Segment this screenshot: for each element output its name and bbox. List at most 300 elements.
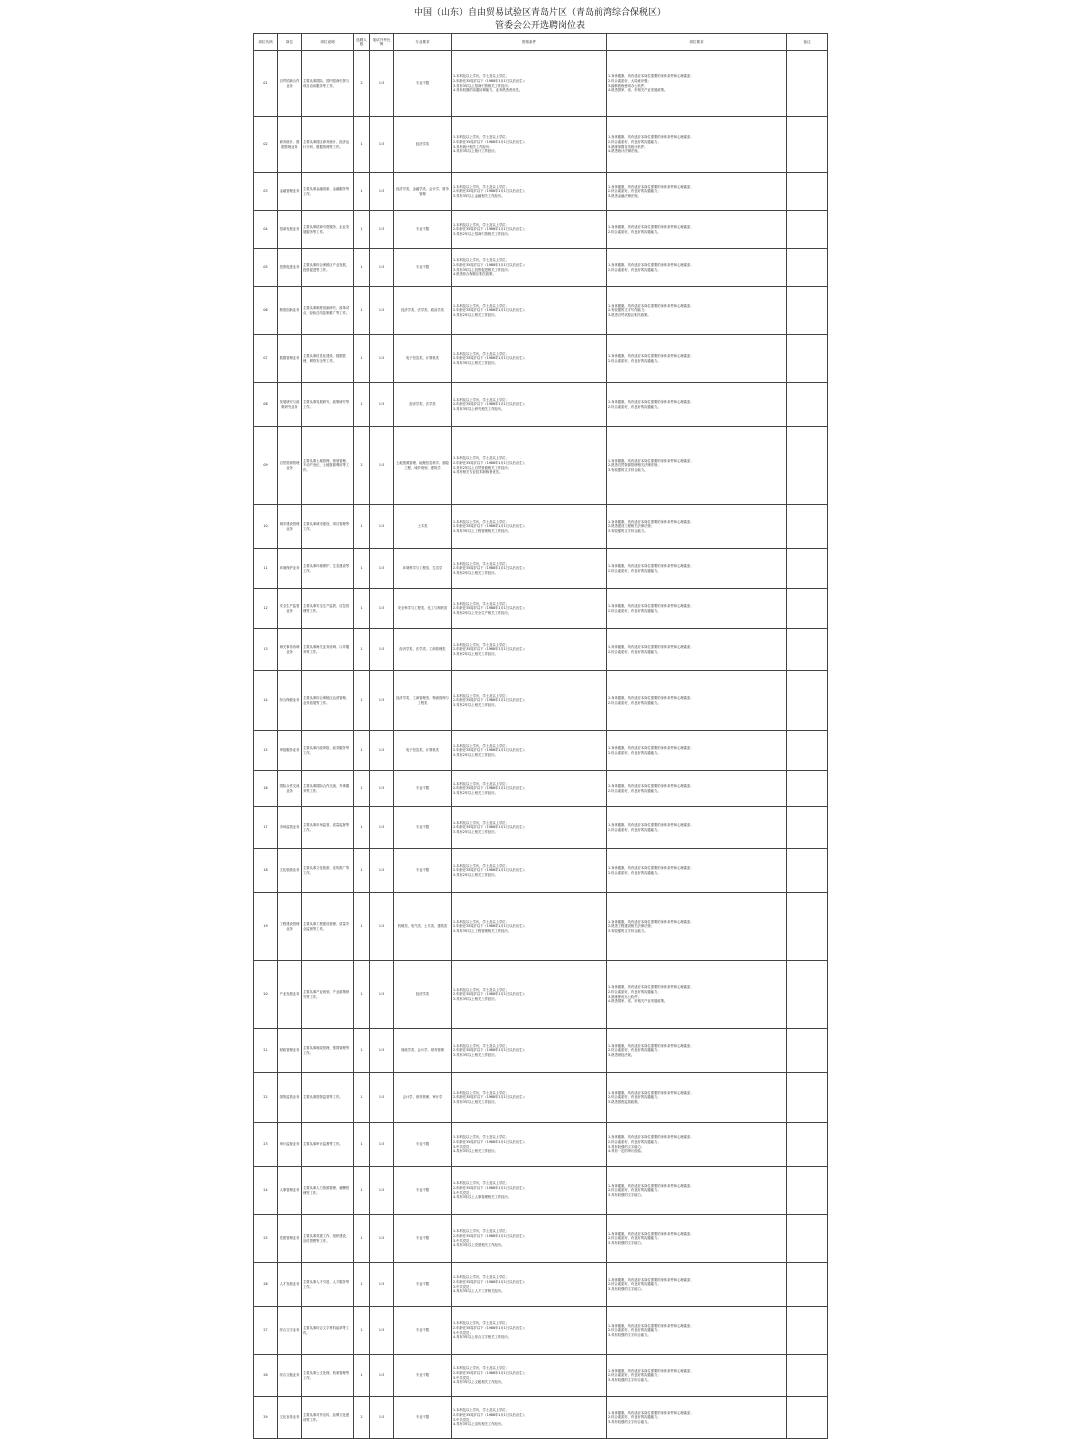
title-line-2: 管委会公开选聘岗位表 [494, 21, 585, 31]
cell-remark [787, 1397, 828, 1439]
cell-ratio: 1:3 [370, 335, 394, 383]
cell-code: 20 [254, 961, 278, 1029]
cell-name: 人才发展业务 [278, 1263, 302, 1307]
cell-remark [787, 1307, 828, 1355]
cell-name: 文化旅游业务 [278, 849, 302, 893]
cell-code: 22 [254, 1073, 278, 1123]
cell-description: 主要从事工程建设管理、质量安全监督等工作。 [302, 893, 354, 961]
cell-code: 19 [254, 893, 278, 961]
cell-code: 02 [254, 117, 278, 173]
cell-qualification: 1.本科及以上学历，学士及以上学位； 2.年龄在35周岁以下（1988年1月1日以后出生）； 3.中共党员； 4.具有3年以上人事管理相关工作经历。 [452, 1167, 607, 1215]
cell-count: 1 [354, 671, 370, 731]
cell-count: 1 [354, 287, 370, 335]
cell-major: 土地资源管理、地理信息科学、测绘工程、城乡规划、建筑学 [394, 427, 452, 505]
cell-code: 10 [254, 505, 278, 549]
cell-qualification: 1.本科及以上学历，学士及以上学位； 2.年龄在35周岁以下（1988年1月1日以后出生）； 3.中共党员； 4.具有3年以上宣传相关工作经历。 [452, 1397, 607, 1439]
cell-count: 1 [354, 629, 370, 671]
table-row [254, 731, 828, 771]
table-row [254, 427, 828, 505]
cell-requirements: 1.身体健康，具有适应本岗位需要的身体条件和心理素质； 2.熟悉建设工程相关法律法规； 3.有较强的文字综合能力。 [607, 505, 787, 549]
cell-name: 自然资源管理业务 [278, 427, 302, 505]
cell-name: 国际合作交流业务 [278, 771, 302, 807]
header-remark: 备注 [787, 34, 828, 51]
cell-requirements: 1.身体健康，具有适应本岗位需要的身体条件和心理素质； 2.综合素质好，有良好的沟通能力； 3.熟练掌握各类统计软件； 4.熟悉统计法律法规。 [607, 117, 787, 173]
cell-count: 2 [354, 1397, 370, 1439]
cell-major: 专业不限 [394, 249, 452, 287]
table-row [254, 629, 828, 671]
cell-major: 环境科学与工程类、生态学 [394, 549, 452, 589]
cell-qualification: 1.本科及以上学历，学士及以上学位； 2.年龄在35周岁以下（1988年1月1日以后出生）； 3.中共党员； 4.具有3年以上综合文字相关工作经历。 [452, 1307, 607, 1355]
cell-qualification: 1.本科及以上学历，学士及以上学位； 2.年龄在35周岁以下（1988年1月1日以后出生）； 3.具有2年以上相关工作经历。 [452, 671, 607, 731]
cell-count: 1 [354, 849, 370, 893]
cell-qualification: 1.本科及以上学历，学士及以上学位； 2.年龄在35周岁以下（1988年1月1日以后出生）； 3.具有3年以上相关工作经历。 [452, 1029, 607, 1073]
cell-remark [787, 427, 828, 505]
cell-qualification: 1.本科及以上学历，学士及以上学位； 2.年龄在35周岁以下（1988年1月1日以后出生）； 3.具有2年以上相关工作经历。 [452, 849, 607, 893]
table-row [254, 383, 828, 427]
cell-qualification: 1.本科及以上学历，学士及以上学位； 2.年龄在35周岁以下（1988年1月1日以后出生）； 3.具有2年以上相关工作经历。 [452, 287, 607, 335]
cell-count: 1 [354, 173, 370, 211]
cell-qualification: 1.本科及以上学历，学士及以上学位； 2.年龄在35周岁以下（1988年1月1日以后出生）； 3.具有2年以上相关工作经历。 [452, 807, 607, 849]
cell-remark [787, 893, 828, 961]
header-major: 专业要求 [394, 34, 452, 51]
cell-description: 主要从事发展研究、政策研究等工作。 [302, 383, 354, 427]
cell-remark [787, 629, 828, 671]
cell-ratio: 1:3 [370, 849, 394, 893]
cell-description: 主要从事行政审批、政务服务等工作。 [302, 731, 354, 771]
header-position: 岗位 [278, 34, 302, 51]
cell-count: 1 [354, 961, 370, 1029]
cell-requirements: 1.身体健康，具有适应本岗位需要的身体条件和心理素质； 2.综合素质好，有良好的沟通能力。 [607, 671, 787, 731]
cell-qualification: 1.本科及以上学历，学士及以上学位； 2.年龄在35周岁以下（1988年1月1日以后出生）； 3.具有3年以上工程管理相关工作经历。 [452, 505, 607, 549]
cell-qualification: 1.本科及以上学历，学士及以上学位； 2.年龄在35周岁以下（1988年1月1日以后出生）； 3.具有3年以上相关工作经历。 [452, 961, 607, 1029]
cell-count: 1 [354, 1215, 370, 1263]
cell-ratio: 1:3 [370, 549, 394, 589]
cell-description: 主要从事产业规划、产业政策研究等工作。 [302, 961, 354, 1029]
cell-requirements: 1.身体健康，具有适应本岗位需要的身体条件和心理素质； 2.综合素质好，有良好的沟通能力； 3.具有较强的文字能力； 4.具有一定的审计经验。 [607, 1123, 787, 1167]
header-ratio: 笔试开考比例 [370, 34, 394, 51]
cell-name: 审计监督业务 [278, 1123, 302, 1167]
positions-table [253, 33, 828, 1439]
cell-major: 专业不限 [394, 771, 452, 807]
cell-major: 专业不限 [394, 1123, 452, 1167]
cell-qualification: 1.本科及以上学历，学士及以上学位； 2.年龄在35周岁以下（1988年1月1日以后出生）； 3.具有2年以上相关工作经历。 [452, 731, 607, 771]
table-row [254, 1397, 828, 1439]
cell-requirements: 1.身体健康，具有适应本岗位需要的身体条件和心理素质； 2.综合素质好，有良好的沟通能力； 3.熟悉财经法规。 [607, 1029, 787, 1073]
cell-ratio: 1:3 [370, 1073, 394, 1123]
cell-code: 09 [254, 427, 278, 505]
cell-count: 1 [354, 211, 370, 249]
cell-requirements: 1.身体健康，具有适应本岗位需要的身体条件和心理素质； 2.综合素质好，有良好的沟通能力。 [607, 589, 787, 629]
cell-major: 经济学类 [394, 961, 452, 1029]
cell-description: 主要从事城市建设、项目管理等工作。 [302, 505, 354, 549]
title-line-1: 中国（山东）自由贸易试验区青岛片区（青岛前湾综合保税区） [413, 8, 666, 18]
table-row [254, 1073, 828, 1123]
table-row [254, 1167, 828, 1215]
cell-description: 主要从事审计监督等工作。 [302, 1123, 354, 1167]
cell-code: 07 [254, 335, 278, 383]
table-row [254, 51, 828, 117]
cell-name: 金融管理业务 [278, 173, 302, 211]
header-description: 岗位说明 [302, 34, 354, 51]
cell-code: 01 [254, 51, 278, 117]
table-row [254, 807, 828, 849]
cell-major: 经济学类、法学类、政治学类 [394, 287, 452, 335]
cell-ratio: 1:3 [370, 427, 394, 505]
cell-code: 14 [254, 671, 278, 731]
cell-count: 1 [354, 1355, 370, 1397]
cell-requirements: 1.身体健康，具有适应本岗位需要的身体条件和心理素质； 2.综合素质好，有良好的沟通能力； 3.具有较强的文字综合能力。 [607, 1355, 787, 1397]
cell-qualification: 1.本科及以上学历，学士及以上学位； 2.年龄在35周岁以下（1988年1月1日以后出生）； 3.具有3年以上相关工作经历。 [452, 335, 607, 383]
cell-name: 商务统计、数据管理业务 [278, 117, 302, 173]
cell-name: 产业发展业务 [278, 961, 302, 1029]
cell-major: 经济学类、法学类、工商管理类 [394, 629, 452, 671]
cell-description: 主要从事对外宣传、品牌文化建设等工作。 [302, 1397, 354, 1439]
cell-code: 29 [254, 1397, 278, 1439]
cell-description: 主要从事安全生产监管、应急管理等工作。 [302, 589, 354, 629]
table-row [254, 335, 828, 383]
cell-count: 1 [354, 1263, 370, 1307]
cell-count: 1 [354, 1029, 370, 1073]
cell-count: 1 [354, 1167, 370, 1215]
cell-code: 04 [254, 211, 278, 249]
cell-code: 21 [254, 1029, 278, 1073]
cell-requirements: 1.身体健康，具有适应本岗位需要的身体条件和心理素质； 2.综合素质好，有良好的沟通能力； 3.具有较强的文字能力。 [607, 1215, 787, 1263]
cell-code: 25 [254, 1215, 278, 1263]
cell-code: 16 [254, 771, 278, 807]
cell-requirements: 1.身体健康，具有适应本岗位需要的身体条件和心理素质； 2.熟悉自然资源管理相关法律法规； 3.有较强的文字综合能力。 [607, 427, 787, 505]
cell-ratio: 1:3 [370, 1123, 394, 1167]
cell-count: 1 [354, 383, 370, 427]
cell-qualification: 1.本科及以上学历，学士及以上学位； 2.年龄在35周岁以下（1988年1月1日以后出生）； 3.具有3年以上相关工作经历。 [452, 1073, 607, 1123]
cell-ratio: 1:3 [370, 771, 394, 807]
cell-requirements: 1.身体健康，具有适应本岗位需要的身体条件和心理素质； 2.综合素质好，有良好的沟通能力； 3.熟悉金融法律法规。 [607, 173, 787, 211]
cell-count: 2 [354, 51, 370, 117]
header-code: 岗位代码 [254, 34, 278, 51]
cell-major: 专业不限 [394, 807, 452, 849]
cell-remark [787, 589, 828, 629]
cell-count: 1 [354, 1123, 370, 1167]
cell-description: 主要从事国资监管等工作。 [302, 1073, 354, 1123]
cell-ratio: 1:3 [370, 287, 394, 335]
cell-major: 专业不限 [394, 1263, 452, 1307]
cell-remark [787, 771, 828, 807]
cell-ratio: 1:3 [370, 807, 394, 849]
cell-requirements: 1.身体健康，具有适应本岗位需要的身体条件和心理素质； 2.综合素质好，有良好的沟通能力。 [607, 549, 787, 589]
cell-code: 17 [254, 807, 278, 849]
cell-major: 专业不限 [394, 211, 452, 249]
cell-ratio: 1:3 [370, 1215, 394, 1263]
cell-description: 主要从事金融创新、金融服务等工作。 [302, 173, 354, 211]
cell-remark [787, 51, 828, 117]
cell-description: 主要从事市场监管、质量监督等工作。 [302, 807, 354, 849]
cell-description: 主要从事综合保税区运营管理、业务拓展等工作。 [302, 671, 354, 731]
cell-remark [787, 211, 828, 249]
cell-qualification: 1.本科及以上学历，学士及以上学位； 2.年龄在35周岁以下（1988年1月1日以后出生）； 3.具有2年以上自然资源相关工作经历； 4.具有相关专业技术职称者优先。 [452, 427, 607, 505]
cell-qualification: 1.本科及以上学历，学士及以上学位； 2.年龄在35周岁以下（1988年1月1日以后出生）； 3.具有2年以上招商引资相关工作经历。 [452, 211, 607, 249]
cell-code: 18 [254, 849, 278, 893]
cell-qualification: 1.本科及以上学历，学士及以上学位； 2.年龄在35周岁以下（1988年1月1日以后出生）； 3.中共党员； 4.具有3年以上人才工作相关经历。 [452, 1263, 607, 1307]
cell-remark [787, 287, 828, 335]
cell-ratio: 1:3 [370, 589, 394, 629]
cell-remark [787, 549, 828, 589]
cell-remark [787, 1123, 828, 1167]
cell-requirements: 1.身体健康，具有适应本岗位需要的身体条件和心理素质； 2.综合素质好，大局意识强； 3.能够熟练使用办公软件； 4.熟悉国家、省、市相关产业发展政策。 [607, 51, 787, 117]
cell-ratio: 1:3 [370, 893, 394, 961]
cell-remark [787, 1215, 828, 1263]
cell-qualification: 1.本科及以上学历，学士及以上学位； 2.年龄在35周岁以下（1988年1月1日以后出生）； 3.具有统计相关工作经历； 4.具有3年以上统计工作经历。 [452, 117, 607, 173]
cell-name: 综合保税业务 [278, 671, 302, 731]
cell-requirements: 1.身体健康，具有适应本岗位需要的身体条件和心理素质； 2.综合素质好，有良好的沟通能力。 [607, 771, 787, 807]
cell-requirements: 1.身体健康，具有适应本岗位需要的身体条件和心理素质； 2.有较强的文字写作能力； 3.熟悉自贸试验区相关政策。 [607, 287, 787, 335]
cell-remark [787, 671, 828, 731]
cell-name: 制度创新业务 [278, 287, 302, 335]
cell-code: 23 [254, 1123, 278, 1167]
header-count: 选聘人数 [354, 34, 370, 51]
cell-description: 主要从事国际、国内招商引资与项目洽谈服务等工作。 [302, 51, 354, 117]
cell-ratio: 1:3 [370, 173, 394, 211]
cell-ratio: 1:3 [370, 1397, 394, 1439]
cell-major: 财政学类、会计学、财务管理 [394, 1029, 452, 1073]
cell-major: 经济学类、金融学类、会计学、财务管理 [394, 173, 452, 211]
cell-ratio: 1:3 [370, 249, 394, 287]
cell-major: 专业不限 [394, 849, 452, 893]
cell-description: 主要从事环境保护、生态建设等工作。 [302, 549, 354, 589]
cell-name: 数据管理业务 [278, 335, 302, 383]
cell-requirements: 1.身体健康，具有适应本岗位需要的身体条件和心理素质； 2.综合素质好，有良好的沟通能力； 3.具有较强的文字能力。 [607, 1263, 787, 1307]
cell-requirements: 1.身体健康，具有适应本岗位需要的身体条件和心理素质； 2.综合素质好，有良好的沟通能力。 [607, 335, 787, 383]
header-requirements: 岗位要求 [607, 34, 787, 51]
cell-code: 12 [254, 589, 278, 629]
table-row [254, 589, 828, 629]
cell-remark [787, 383, 828, 427]
cell-name: 自贸招商合作业务 [278, 51, 302, 117]
cell-requirements: 1.身体健康，具有适应本岗位需要的身体条件和心理素质； 2.综合素质好，有良好的沟通能力。 [607, 249, 787, 287]
table-row [254, 211, 828, 249]
cell-description: 主要从事国际合作交流、外事服务等工作。 [302, 771, 354, 807]
cell-count: 1 [354, 335, 370, 383]
cell-requirements: 1.身体健康，具有适应本岗位需要的身体条件和心理素质； 2.综合素质好，有良好的沟通能力。 [607, 731, 787, 771]
table-row [254, 1307, 828, 1355]
cell-remark [787, 1073, 828, 1123]
cell-qualification: 1.本科及以上学历，学士及以上学位； 2.年龄在35周岁以下（1988年1月1日以后出生）； 3.具有3年以上金融相关工作经历。 [452, 173, 607, 211]
cell-name: 投资促进业务 [278, 249, 302, 287]
cell-code: 28 [254, 1355, 278, 1397]
cell-name: 文化宣传业务 [278, 1397, 302, 1439]
cell-requirements: 1.身体健康，具有适应本岗位需要的身体条件和心理素质； 2.综合素质好，有良好的沟通能力。 [607, 383, 787, 427]
cell-major: 电子信息类、计算机类 [394, 335, 452, 383]
cell-code: 13 [254, 629, 278, 671]
document-sheet [253, 0, 827, 1439]
cell-remark [787, 173, 828, 211]
cell-name: 综合文秘业务 [278, 1355, 302, 1397]
cell-code: 24 [254, 1167, 278, 1215]
cell-code: 08 [254, 383, 278, 427]
table-row [254, 893, 828, 961]
cell-requirements: 1.身体健康，具有适应本岗位需要的身体条件和心理素质； 2.综合素质好，有良好的沟通能力。 [607, 211, 787, 249]
cell-qualification: 1.本科及以上学历，学士及以上学位； 2.年龄在35周岁以下（1988年1月1日以后出生）； 3.具有3年以上招商引资相关工作经历； 4.具有较强的沟通协调能力，业务熟悉者优先。 [452, 51, 607, 117]
cell-count: 1 [354, 893, 370, 961]
cell-count: 1 [354, 117, 370, 173]
cell-remark [787, 1355, 828, 1397]
cell-name: 招商发展业务 [278, 211, 302, 249]
cell-description: 主要从事海关业务协调、口岸服务等工作。 [302, 629, 354, 671]
cell-name: 综合文字业务 [278, 1307, 302, 1355]
table-row [254, 849, 828, 893]
cell-ratio: 1:3 [370, 1355, 394, 1397]
cell-major: 机械类、电气类、土木类、建筑类 [394, 893, 452, 961]
cell-ratio: 1:3 [370, 1167, 394, 1215]
cell-remark [787, 249, 828, 287]
table-row [254, 117, 828, 173]
cell-description: 主要从事人力资源管理、薪酬管理等工作。 [302, 1167, 354, 1215]
cell-remark [787, 1263, 828, 1307]
cell-ratio: 1:3 [370, 1029, 394, 1073]
cell-count: 1 [354, 1307, 370, 1355]
table-row [254, 1355, 828, 1397]
cell-ratio: 1:3 [370, 211, 394, 249]
cell-description: 主要从事园区商务统计、经济运行分析、数据管理等工作。 [302, 117, 354, 173]
cell-ratio: 1:3 [370, 505, 394, 549]
cell-name: 人事管理业务 [278, 1167, 302, 1215]
cell-major: 专业不限 [394, 1167, 452, 1215]
cell-qualification: 1.本科及以上学历，学士及以上学位； 2.年龄在35周岁以下（1988年1月1日以后出生）； 3.具有3年以上投资促进相关工作经历； 4.熟悉综合保税区相关政策。 [452, 249, 607, 287]
cell-code: 11 [254, 549, 278, 589]
table-row [254, 173, 828, 211]
cell-major: 经济学类 [394, 117, 452, 173]
cell-major: 土木类 [394, 505, 452, 549]
cell-major: 专业不限 [394, 1397, 452, 1439]
cell-ratio: 1:3 [370, 961, 394, 1029]
cell-requirements: 1.身体健康，具有适应本岗位需要的身体条件和心理素质； 2.熟悉工程建设相关法律法规； 3.有较强的文字综合能力。 [607, 893, 787, 961]
cell-name: 市场监管业务 [278, 807, 302, 849]
cell-name: 海关事务协调业务 [278, 629, 302, 671]
cell-name: 党建管理业务 [278, 1215, 302, 1263]
cell-requirements: 1.身体健康，具有适应本岗位需要的身体条件和心理素质； 2.综合素质好，有良好的沟通能力。 [607, 807, 787, 849]
cell-code: 05 [254, 249, 278, 287]
cell-qualification: 1.本科及以上学历，学士及以上学位； 2.年龄在35周岁以下（1988年1月1日以后出生）； 3.具有2年以上安全生产相关工作经历。 [452, 589, 607, 629]
cell-remark [787, 849, 828, 893]
cell-remark [787, 961, 828, 1029]
cell-name: 审批服务业务 [278, 731, 302, 771]
cell-requirements: 1.身体健康，具有适应本岗位需要的身体条件和心理素质； 2.综合素质好，有良好的沟通能力； 3.具有较强的文字综合能力。 [607, 1307, 787, 1355]
table-row [254, 249, 828, 287]
cell-major: 电子信息类、计算机类 [394, 731, 452, 771]
cell-description: 主要从事党建工作、组织建设、宣传思想等工作。 [302, 1215, 354, 1263]
table-row [254, 505, 828, 549]
cell-description: 主要从事公文处理、档案管理等工作。 [302, 1355, 354, 1397]
cell-name: 城市建设管理业务 [278, 505, 302, 549]
cell-qualification: 1.本科及以上学历，学士及以上学位； 2.年龄在35周岁以下（1988年1月1日以后出生）； 3.具有2年以上相关工作经历。 [452, 771, 607, 807]
table-row [254, 1215, 828, 1263]
cell-name: 国资监管业务 [278, 1073, 302, 1123]
cell-name: 环境保护业务 [278, 549, 302, 589]
table-row [254, 287, 828, 335]
cell-qualification: 1.本科及以上学历，学士及以上学位； 2.年龄在35周岁以下（1988年1月1日以后出生）； 3.中共党员； 4.具有3年以上党建相关工作经历。 [452, 1215, 607, 1263]
table-row [254, 771, 828, 807]
cell-description: 主要从事人才引进、人才服务等工作。 [302, 1263, 354, 1307]
cell-ratio: 1:3 [370, 731, 394, 771]
cell-count: 1 [354, 771, 370, 807]
cell-description: 主要从事文化旅游、宣传推广等工作。 [302, 849, 354, 893]
cell-remark [787, 505, 828, 549]
cell-ratio: 1:3 [370, 1263, 394, 1307]
cell-ratio: 1:3 [370, 383, 394, 427]
cell-requirements: 1.身体健康，具有适应本岗位需要的身体条件和心理素质； 2.综合素质好，有良好的沟通能力； 3.熟练使用办公软件； 4.熟悉国家、省、市相关产业发展政策。 [607, 961, 787, 1029]
cell-description: 主要从事招商引资服务、企业发展服务等工作。 [302, 211, 354, 249]
cell-ratio: 1:3 [370, 671, 394, 731]
cell-count: 1 [354, 249, 370, 287]
cell-qualification: 1.本科及以上学历，学士及以上学位； 2.年龄在35周岁以下（1988年1月1日以后出生）； 3.中共党员； 4.具有3年以上相关工作经历。 [452, 1123, 607, 1167]
cell-major: 安全科学与工程类、化工与制药类 [394, 589, 452, 629]
cell-count: 1 [354, 505, 370, 549]
cell-description: 主要从事综合文字材料起草等工作。 [302, 1307, 354, 1355]
cell-name: 财政管理业务 [278, 1029, 302, 1073]
cell-major: 专业不限 [394, 1215, 452, 1263]
cell-remark [787, 117, 828, 173]
cell-requirements: 1.身体健康，具有适应本岗位需要的身体条件和心理素质； 2.综合素质好，有良好的沟通能力。 [607, 629, 787, 671]
table-row [254, 961, 828, 1029]
cell-count: 1 [354, 807, 370, 849]
cell-count: 1 [354, 589, 370, 629]
cell-ratio: 1:3 [370, 629, 394, 671]
cell-count: 1 [354, 1073, 370, 1123]
cell-major: 专业不限 [394, 1307, 452, 1355]
cell-description: 主要从事综合保税区产业发展、投资促进等工作。 [302, 249, 354, 287]
cell-requirements: 1.身体健康，具有适应本岗位需要的身体条件和心理素质； 2.综合素质好，有良好的沟通能力； 3.熟悉国资监管政策。 [607, 1073, 787, 1123]
cell-ratio: 1:3 [370, 51, 394, 117]
cell-count: 2 [354, 427, 370, 505]
cell-requirements: 1.身体健康，具有适应本岗位需要的身体条件和心理素质； 2.综合素质好，有良好的沟通能力； 3.具有较强的文字能力。 [607, 1167, 787, 1215]
cell-major: 专业不限 [394, 1355, 452, 1397]
cell-major: 专业不限 [394, 51, 452, 117]
table-row [254, 671, 828, 731]
cell-code: 27 [254, 1307, 278, 1355]
cell-description: 主要从事信息化建设、数据管理、网络安全等工作。 [302, 335, 354, 383]
cell-qualification: 1.本科及以上学历，学士及以上学位； 2.年龄在35周岁以下（1988年1月1日以后出生）； 3.具有3年以上工程管理相关工作经历。 [452, 893, 607, 961]
cell-requirements: 1.身体健康，具有适应本岗位需要的身体条件和心理素质； 2.综合素质好，有良好的沟通能力； 3.具有较强的文字综合能力。 [607, 1397, 787, 1439]
table-row [254, 549, 828, 589]
cell-code: 06 [254, 287, 278, 335]
cell-description: 主要从事土地管理、规划管理、不动产登记、土地资源利用等工作。 [302, 427, 354, 505]
cell-qualification: 1.本科及以上学历，学士及以上学位； 2.年龄在35周岁以下（1988年1月1日以后出生）； 3.中共党员； 4.具有3年以上文秘相关工作经历。 [452, 1355, 607, 1397]
cell-description: 主要从事制度创新研究、改革试点、经验总结复制推广等工作。 [302, 287, 354, 335]
cell-qualification: 1.本科及以上学历，学士及以上学位； 2.年龄在35周岁以下（1988年1月1日以后出生）； 3.具有3年以上研究相关工作经历。 [452, 383, 607, 427]
cell-major: 经济学类、工商管理类、物流管理与工程类 [394, 671, 452, 731]
cell-count: 1 [354, 731, 370, 771]
cell-name: 工程建设管理业务 [278, 893, 302, 961]
cell-description: 主要从事财政管理、预算管理等工作。 [302, 1029, 354, 1073]
cell-code: 03 [254, 173, 278, 211]
cell-code: 15 [254, 731, 278, 771]
table-row [254, 1029, 828, 1073]
table-row [254, 1263, 828, 1307]
table-header-row [254, 34, 828, 51]
cell-code: 26 [254, 1263, 278, 1307]
table-row [254, 1123, 828, 1167]
cell-remark [787, 1167, 828, 1215]
cell-requirements: 1.身体健康，具有适应本岗位需要的身体条件和心理素质； 2.综合素质好，有良好的沟通能力。 [607, 849, 787, 893]
cell-qualification: 1.本科及以上学历，学士及以上学位； 2.年龄在35周岁以下（1988年1月1日以后出生）； 3.具有2年以上相关工作经历。 [452, 549, 607, 589]
cell-ratio: 1:3 [370, 1307, 394, 1355]
header-qualification: 资格条件 [452, 34, 607, 51]
cell-remark [787, 731, 828, 771]
cell-name: 安全生产监管业务 [278, 589, 302, 629]
cell-remark [787, 335, 828, 383]
cell-count: 1 [354, 549, 370, 589]
cell-remark [787, 1029, 828, 1073]
cell-remark [787, 807, 828, 849]
cell-ratio: 1:3 [370, 117, 394, 173]
